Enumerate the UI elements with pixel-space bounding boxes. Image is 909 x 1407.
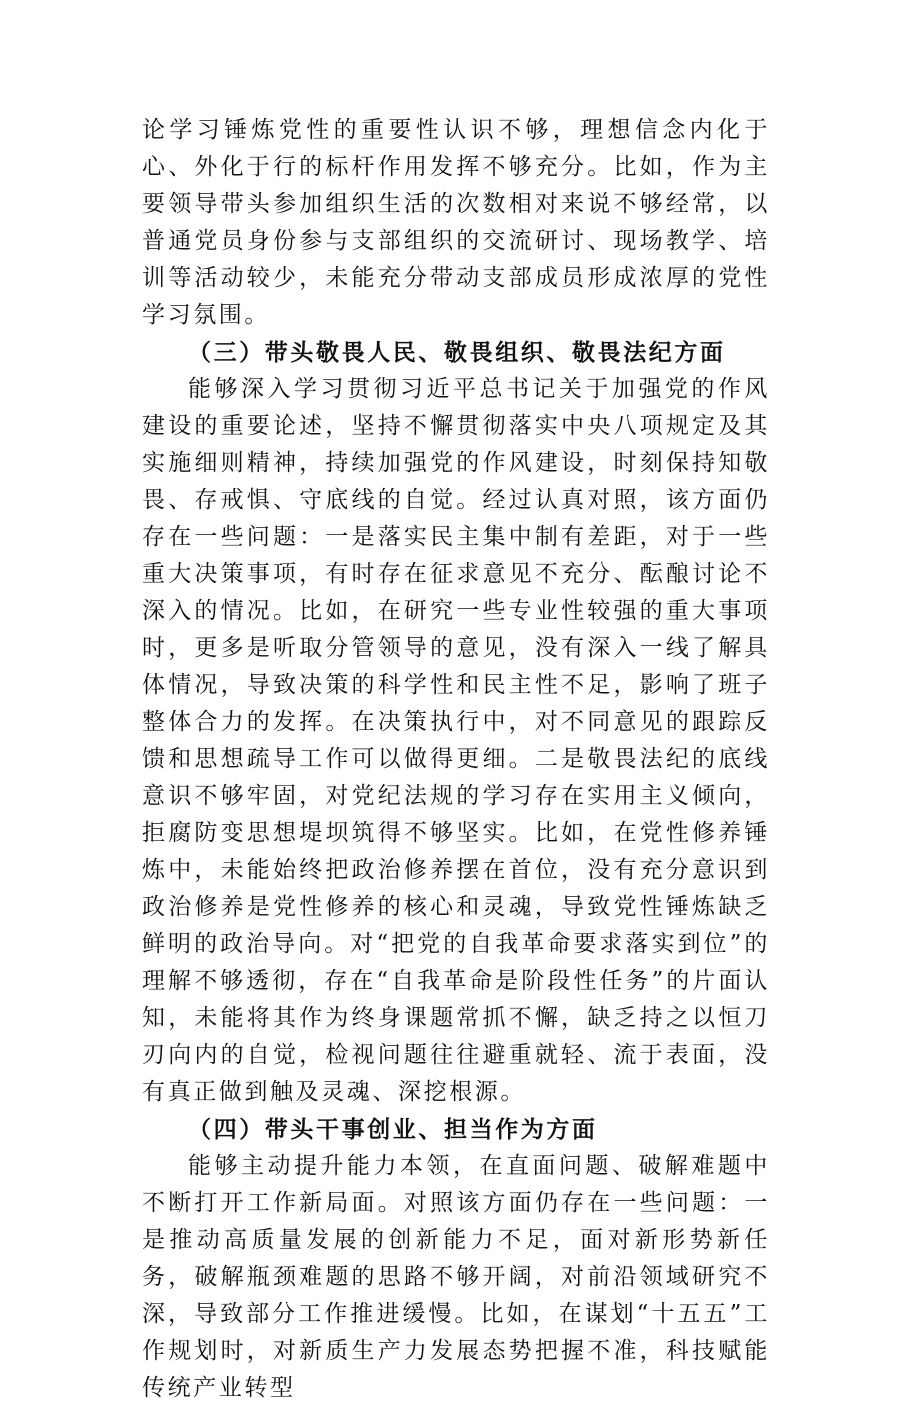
body-paragraph: 能够深入学习贯彻习近平总书记关于加强党的作风建设的重要论述，坚持不懈贯彻落实中央八项规定及其实施细则精神，持续加强党的作风建设，时刻保持知敬畏、存戒惧、守底线的自觉。经过认真对照，该方面仍存在一些问题：一是落实民主集中制有差距，对于一些重大决策事项，有时存在征求意见不充分、酝酿讨论不深入的情况。比如，在研究一些专业性较强的重大事项时，更多是听取分管领导的意见，没有深入一线了解具体情况，导致决策的科学性和民主性不足，影响了班子整体合力的发挥。在决策执行中，对不同意见的跟踪反馈和思想疏导工作可以做得更细。二是敬畏法纪的底线意识不够牢固，对党纪法规的学习存在实用主义倾向，拒腐防变思想堤坝筑得不够坚实。比如，在党性修养锤炼中，未能始终把政治修养摆在首位，没有充分意识到政治修养是党性修养的核心和灵魂，导致党性锤炼缺乏鲜明的政治导向。对“把党的自我革命要求落实到位”的理解不够透彻，存在“自我革命是阶段性任务”的片面认知，未能将其作为终身课题常抓不懈，缺乏持之以恒刀刃向内的自觉，检视问题往往避重就轻、流于表面，没有真正做到触及灵魂、深挖根源。 xyxy=(142,376,770,1105)
document-page xyxy=(142,112,770,1407)
body-paragraph: 能够主动提升能力本领，在直面问题、破解难题中不断打开工作新局面。对照该方面仍存在一些问题：一是推动高质量发展的创新能力不足，面对新形势新任务，破解瓶颈难题的思路不够开阔，对前沿领域研究不深，导致部分工作推进缓慢。比如，在谋划“十五五”工作规划时，对新质生产力发展态势把握不准，科技赋能传统产业转型 xyxy=(142,1153,770,1401)
section-heading-4: （四）带头干事创业、担当作为方面 xyxy=(188,1116,598,1143)
body-paragraph: 论学习锤炼党性的重要性认识不够，理想信念内化于心、外化于行的标杆作用发挥不够充分。比如，作为主要领导带头参加组织生活的次数相对来说不够经常，以普通党员身份参与支部组织的交流研讨、现场教学、培训等活动较少，未能充分带动支部成员形成浓厚的党性学习氛围。 xyxy=(142,117,770,328)
section-heading-3: （三）带头敬畏人民、敬畏组织、敬畏法纪方面 xyxy=(188,339,726,366)
